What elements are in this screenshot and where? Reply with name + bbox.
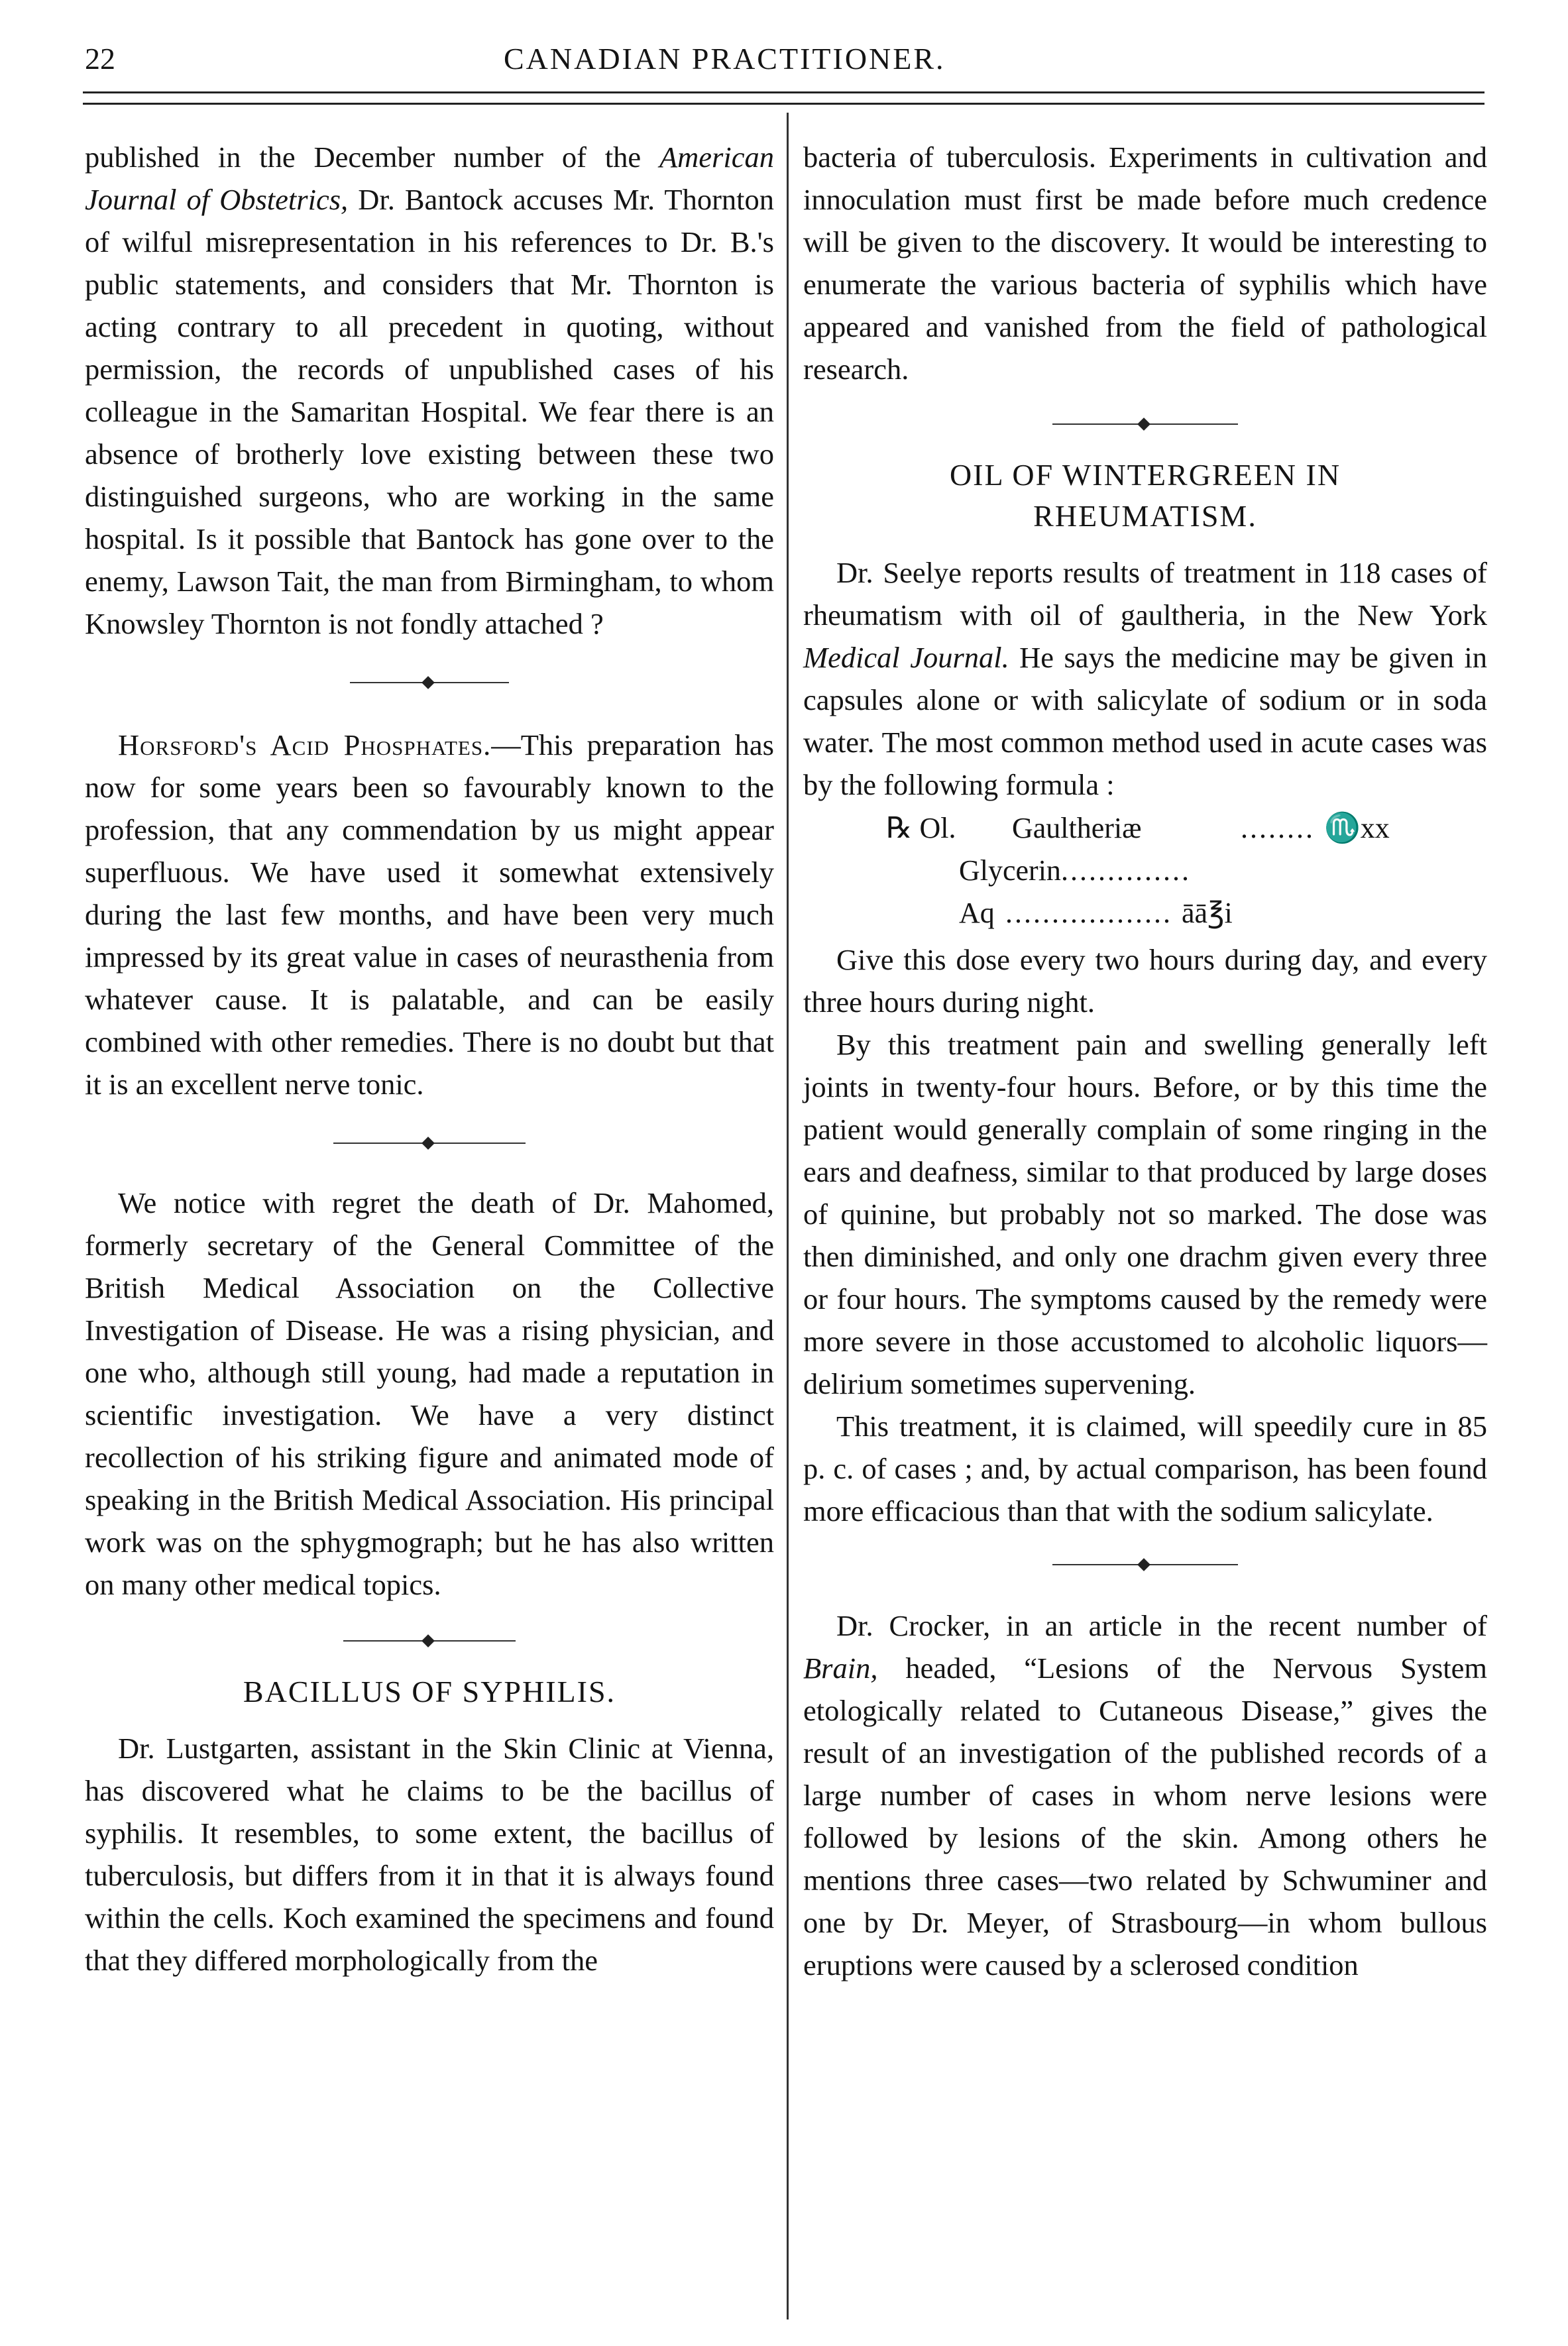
formula-dots: ..............	[1060, 854, 1191, 887]
header-rule-top	[83, 91, 1484, 93]
text-run: headed, “Lesions of the Nervous System etologically related to Cutaneous Disease,” gives the result of an investigation of the published records of a large number of cases in whom nerve lesions were followed by lesions of the skin. Among others he mentions three cases—two related by Schwuminer and one by Dr. Meyer, of Strasbourg—in whom bullous eruptions were caused by a sclerosed condition	[803, 1651, 1487, 1982]
prescription-formula	[803, 807, 1487, 934]
bacillus-continuation: bacteria of tuberculosis. Experiments in cultivation and innoculation must first be made before much credence will be given to the discovery. It would be interesting to enumerate the various bacteria of syphilis which have appeared and vanished from the field of pathological research.	[803, 140, 1487, 386]
journal-name: Medical Journal.	[803, 641, 1009, 674]
formula-dots: ........	[1241, 812, 1315, 844]
separator-ornament	[1137, 418, 1150, 431]
text-run: published in the December number of the	[85, 140, 659, 174]
separator-ornament	[421, 1634, 435, 1648]
formula-ingredient: Gaultheriæ	[1012, 812, 1142, 844]
separator-ornament	[421, 1137, 435, 1150]
bacillus-paragraph: Dr. Lustgarten, assistant in the Skin Clinic at Vienna, has discovered what he claims to be the bacillus of syphilis. It resembles, to some extent, the bacillus of tuberculosis, but differs from it in that it is always found within the cells. Koch examined the specimens and found that they differed morphologically from the	[85, 1732, 774, 1977]
heading-line: OIL OF WINTERGREEN IN	[949, 458, 1341, 492]
separator-ornament	[1137, 1558, 1150, 1571]
section-heading: BACILLUS OF SYPHILIS.	[243, 1675, 616, 1708]
treatment-paragraph: By this treatment pain and swelling generally left joints in twenty-four hours. Before, or by this time the patient would generally complain of some ringing in the ears and deafness, similar to that produced by large doses of quinine, but probably not so marked. The dose was then diminished, and only one drachm given every three or four hours. The symptoms caused by the remedy were more severe in those accustomed to alcoholic liquors—delirium sometimes supervening.	[803, 1028, 1487, 1400]
formula-lead: ℞ Ol.	[886, 812, 956, 844]
text-run: Dr. Crocker, in an article in the recent number of	[836, 1609, 1487, 1642]
journal-name: Brain,	[803, 1651, 878, 1685]
running-header: CANADIAN PRACTITIONER.	[504, 42, 946, 76]
separator-ornament	[421, 676, 435, 689]
section-heading	[803, 455, 1487, 537]
mahomed-paragraph: We notice with regret the death of Dr. Mahomed, formerly secretary of the General Committee of the British Medical Association on the Collective Investigation of Disease. He was a rising physician, and one who, although still young, had made a reputation in scientific investigation. We have a very distinct recollection of his striking figure and animated mode of speaking in the British Medical Association. His principal work was on the sphygmograph; but he has also written on many other medical topics.	[85, 1186, 774, 1601]
dose-paragraph: Give this dose every two hours during day, and every three hours during night.	[803, 943, 1487, 1019]
seelye-paragraph	[803, 551, 1487, 806]
formula-ingredient: Glycerin	[959, 854, 1061, 887]
text-run: He says the medicine may be given in capsules alone or with salicylate of sodium or in soda water. The most common method used in acute cases was by the following formula :	[803, 641, 1488, 801]
right-column	[803, 136, 1487, 1986]
formula-quantity: ♏xx	[1324, 812, 1390, 844]
formula-row	[803, 850, 1487, 892]
text-run: —This preparation has now for some years been so favourably known to the profession, that any commendation by us might appear superfluous. We have used it somewhat extensively during the last few months, and have been very much impressed by its great value in cases of neurasthenia from whatever cause. It is palatable, and can be easily combined with other remedies. There is no doubt but that it is an excellent nerve tonic.	[85, 728, 774, 1101]
column-divider	[787, 113, 789, 2319]
formula-dots: ..................	[1005, 897, 1172, 929]
bantock-paragraph	[85, 136, 774, 645]
text-run: Dr. Bantock accuses Mr. Thornton of wilful misrepresentation in his references to Dr. B.'s public statements, and considers that Mr. Thornton is acting contrary to all precedent in quoting, without permission, the records of unpublished cases of his colleague in the Samaritan Hospital. We fear there is an absence of brotherly love existing between these two distinguished surgeons, who are working in the same hospital. Is it possible that Bantock has gone over to the enemy, Lawson Tait, the man from Birmingham, to whom Knowsley Thornton is not fondly attached ?	[85, 183, 774, 640]
journal-name: American Journal of Obstetrics,	[85, 140, 774, 216]
left-column	[85, 136, 774, 1982]
header-rule-bottom	[83, 103, 1484, 105]
section-separator	[1052, 1564, 1238, 1566]
formula-row	[803, 807, 1487, 850]
crocker-paragraph	[803, 1604, 1487, 1986]
section-separator	[350, 682, 509, 684]
formula-row	[803, 892, 1487, 934]
heading-line: RHEUMATISM.	[1033, 499, 1257, 533]
text-run: Dr. Seelye reports results of treatment in 118 cases of rheumatism with oil of gaultheria, in the New York	[803, 556, 1487, 632]
formula-ingredient: Aq	[959, 897, 995, 929]
section-separator	[333, 1143, 526, 1145]
section-separator	[343, 1640, 516, 1642]
horsford-paragraph	[85, 724, 774, 1105]
page-number: 22	[85, 42, 115, 76]
horsford-title: Horsford's Acid Phosphates.	[118, 728, 492, 761]
formula-quantity: āā℥i	[1182, 897, 1233, 929]
section-separator	[1052, 423, 1238, 425]
claim-paragraph: This treatment, it is claimed, will speedily cure in 85 p. c. of cases ; and, by actual comparison, has been found more efficacious than that with the sodium salicylate.	[803, 1410, 1487, 1528]
